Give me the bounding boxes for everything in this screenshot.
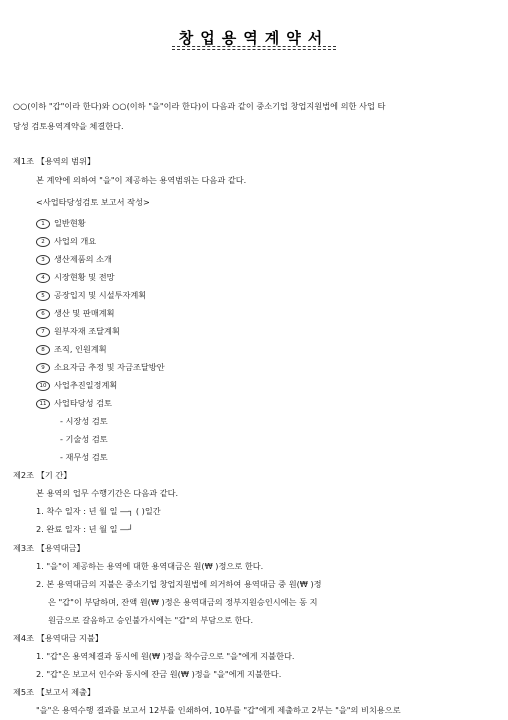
intro-line-1: ○○(이하 "갑"이라 한다)와 ○○(이하 "을"이라 한다)이 다음과 같이 중소기업 창업지원법에 의한 사업 타 bbox=[13, 101, 386, 111]
scope-item bbox=[36, 344, 107, 355]
article4-line-2: 2. "갑"은 보고서 인수와 동시에 잔금 원(₩ )정을 "을"에게 지불한다. bbox=[36, 669, 282, 679]
scope-item bbox=[36, 218, 86, 229]
circled-number: 7 bbox=[36, 327, 50, 337]
article3-line-1: 1. "을"이 제공하는 용역에 대한 용역대금은 원(₩ )정으로 한다. bbox=[36, 561, 264, 571]
circled-number: 6 bbox=[36, 309, 50, 319]
document-title: 창업용역계약서 bbox=[178, 29, 330, 47]
scope-item-label: 조직, 인원계획 bbox=[54, 344, 107, 354]
start-date-line: 1. 착수 일자 : 년 월 일 ―┐ ( )일간 bbox=[36, 506, 161, 516]
article1-body: 본 계약에 의하여 "을"이 제공하는 용역범위는 다음과 같다. bbox=[36, 175, 247, 185]
article3-heading: 제3조 【용역대금】 bbox=[13, 543, 85, 553]
scope-item-label: 소요자금 추정 및 자금조달방안 bbox=[54, 362, 165, 372]
circled-number: 8 bbox=[36, 345, 50, 355]
review-subitem: - 재무성 검토 bbox=[60, 452, 108, 462]
scope-item-label: 사업추진일정계획 bbox=[54, 380, 118, 390]
circled-number: 1 bbox=[36, 219, 50, 229]
scope-item bbox=[36, 290, 146, 301]
title-underline bbox=[172, 46, 336, 50]
article3-line-2: 2. 본 용역대금의 지불은 중소기업 창업지원법에 의거하여 용역대금 중 원(₩ )정 bbox=[36, 579, 322, 589]
scope-item-label: 생산 및 판매계획 bbox=[54, 308, 115, 318]
circled-number: 3 bbox=[36, 255, 50, 265]
article1-heading: 제1조 【용역의 범위】 bbox=[13, 156, 96, 166]
article3-line-3: 은 "갑"이 부담하며, 잔액 원(₩ )정은 용역대금의 정부지원승인시에는 동 지 bbox=[48, 597, 318, 607]
scope-item bbox=[36, 362, 165, 373]
scope-item bbox=[36, 380, 117, 391]
scope-item bbox=[36, 326, 120, 337]
circled-number: 4 bbox=[36, 273, 50, 283]
article2-heading: 제2조 【기 간】 bbox=[13, 470, 72, 480]
article4-heading: 제4조 【용역대금 지불】 bbox=[13, 633, 104, 643]
scope-item-label: 공장입지 및 시설투자계획 bbox=[54, 290, 147, 300]
circled-number: 10 bbox=[36, 381, 50, 391]
circled-number: 5 bbox=[36, 291, 50, 301]
scope-item bbox=[36, 236, 96, 247]
article2-body: 본 용역의 업무 수행기간은 다음과 같다. bbox=[36, 488, 179, 498]
scope-item-label: 일반현황 bbox=[54, 218, 86, 228]
scope-item-label: 사업의 개요 bbox=[54, 236, 97, 246]
circled-number: 11 bbox=[36, 399, 50, 409]
article4-line-1: 1. "갑"은 용역체결과 동시에 원(₩ )정을 착수금으로 "을"에게 지불한다. bbox=[36, 651, 295, 661]
scope-item-label: 생산제품의 소개 bbox=[54, 254, 112, 264]
article1-subheading: <사업타당성검토 보고서 작성> bbox=[36, 197, 150, 207]
scope-item bbox=[36, 254, 112, 265]
circled-number: 2 bbox=[36, 237, 50, 247]
scope-item-label: 원부자재 조달계획 bbox=[54, 326, 120, 336]
scope-item bbox=[36, 308, 115, 319]
review-subitem: - 기술성 검토 bbox=[60, 434, 108, 444]
article3-line-4: 원금으로 갈음하고 승인불가시에는 "갑"의 부담으로 한다. bbox=[48, 615, 254, 625]
intro-line-2: 당성 검토용역계약을 체결한다. bbox=[13, 121, 124, 131]
article5-heading: 제5조 【보고서 제출】 bbox=[13, 687, 96, 697]
scope-item bbox=[36, 398, 112, 409]
review-subitem: - 시장성 검토 bbox=[60, 416, 108, 426]
circled-number: 9 bbox=[36, 363, 50, 373]
scope-item bbox=[36, 272, 115, 283]
scope-item-label: 시장현황 및 전망 bbox=[54, 272, 115, 282]
article5-line-1: "을"은 용역수행 결과를 보고서 12부를 인쇄하여, 10부를 "갑"에게 제출하고 2부는 "을"의 비치용으로 bbox=[36, 705, 401, 715]
end-date-line: 2. 완료 일자 : 년 월 일 ―┘ bbox=[36, 524, 134, 534]
scope-item-label: 사업타당성 검토 bbox=[54, 398, 112, 408]
